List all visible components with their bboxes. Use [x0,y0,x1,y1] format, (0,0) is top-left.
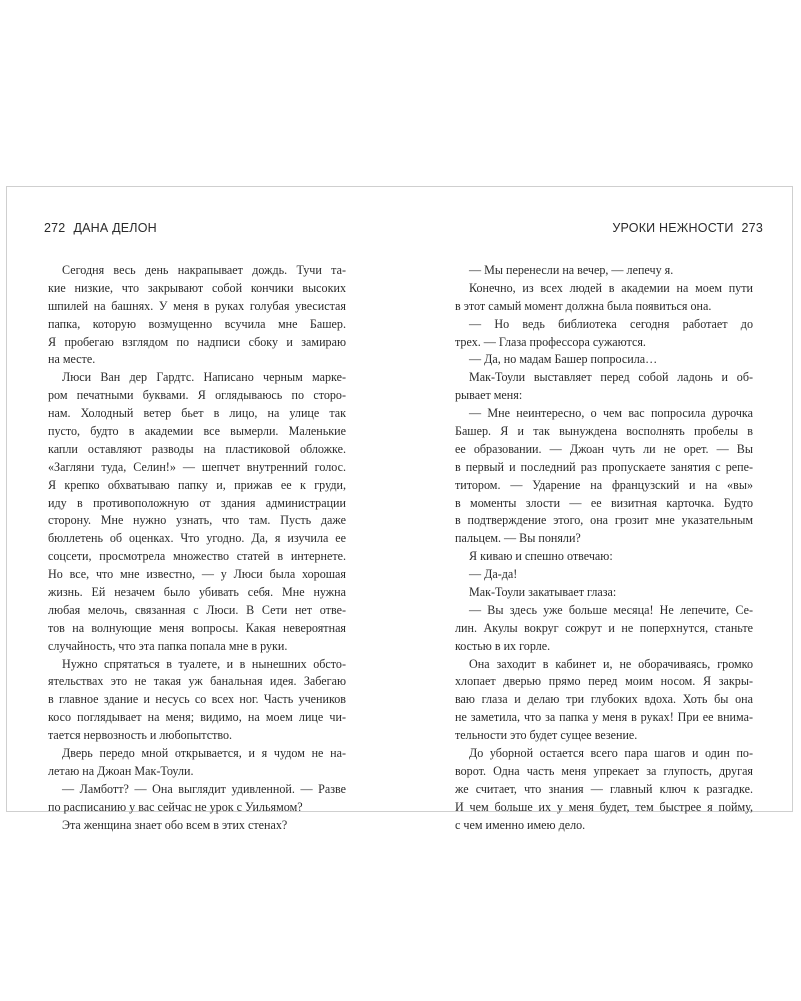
text-line: бюллетень об оценках. Что угодно. Да, я изучила ее [48,531,346,546]
text-line: в этот самый момент должна была появиться она. [455,298,712,313]
text-line: Конечно, из всех людей в академии на моем пути [469,280,753,295]
text-line: же считает, что знания — главный ключ к разгадке. [455,781,753,796]
right-page-number: 273 [741,221,763,235]
text-line: соцсети, просмотрела множество статей в интернете. [48,549,346,564]
text-line: косо поглядывает на меня; видимо, на моем лице чи- [48,710,346,725]
left-page-body [48,262,346,835]
text-line: хлопает дверью прямо перед моим носом. Я закры- [455,674,753,689]
text-line: рывает меня: [455,388,523,403]
text-line: Мак-Тоули закатывает глаза: [469,585,617,600]
text-line: Сегодня весь день накрапывает дождь. Тучи та- [62,263,346,277]
text-line: пальцем. — Вы поняли? [455,531,581,546]
text-line: — Мы перенесли на вечер, — лепечу я. [469,263,674,277]
text-line: случайность, что эта папка попала мне в руки. [48,638,288,653]
text-line: Я киваю и спешно отвечаю: [469,549,613,564]
text-line: — Да, но мадам Башер попросила… [469,352,658,367]
text-line: в подтверждение этого, она грозит мне указательным [455,513,753,528]
text-line: ром печатными буквами. Я оглядываюсь по сторо- [48,388,346,403]
text-line: в главное здание и несусь со всех ног. Часть учеников [48,692,346,707]
text-line: — Мне неинтересно, о чем вас попросила дурочка [469,406,753,421]
text-line: — Ламботт? — Она выглядит удивленной. — Разве [62,781,346,796]
text-line: любая мелочь, связанная с Люси. В Сети нет отве- [48,602,346,617]
text-line: Мак-Тоули выставляет перед собой ладонь и об- [469,370,753,385]
left-header-author: ДАНА ДЕЛОН [73,221,157,235]
text-line: ваю глаза и делаю три глубоких вдоха. Хоть бы она [455,692,753,707]
text-line: в моменты злости — ее визитная карточка. Будто [455,495,753,510]
text-line: пусто, будто в академии все вымерли. Маленькие [48,424,346,439]
text-line: папка, которую возмущенно всучила мне Башер. [48,316,346,331]
text-line: летаю на Джоан Мак-Тоули. [48,763,194,778]
text-line: иду в противоположную от здания администрации [48,495,346,510]
text-line: трех. — Глаза профессора сужаются. [455,334,646,349]
text-line: лин. Акулы вокруг сожрут и не поперхнутся, станьте [455,620,753,635]
left-page-number: 272 [44,221,66,235]
text-line: И чем больше их у меня будет, тем быстрее я пойму, [455,799,753,814]
text-line: в первый и последний раз пропускаете занятия с репе- [455,459,753,474]
text-line: Нужно спрятаться в туалете, и в нынешних обсто- [62,656,346,671]
text-line: тов на волнующие меня вопросы. Какая невероятная [48,620,346,635]
text-line: ворот. Одна часть меня упрекает за глупость, другая [455,763,753,778]
text-line: «Загляни туда, Селин!» — шепчет внутренний голос. [48,459,346,474]
right-page-body [455,262,753,835]
text-line: Но все, что мне известно, — у Люси была хорошая [48,567,346,582]
text-line: Дверь передо мной открывается, и я чудом не на- [62,746,346,761]
text-line: тельности это будет сущее везение. [455,728,638,743]
text-line: Она заходит в кабинет и, не оборачиваясь, громко [469,656,753,671]
text-line: не заметила, что за папка у меня в руках! При ее внима- [455,710,753,725]
text-line: До уборной остается всего пара шагов и один по- [469,746,753,761]
left-running-head [44,221,157,235]
text-line: Эта женщина знает обо всем в этих стенах? [62,817,288,832]
text-line: нам. Холодный ветер бьет в лицо, на улице так [48,406,346,421]
text-line: — Да-да! [469,567,518,582]
text-line: — Вы здесь уже больше месяца! Не лепечите, Се- [469,602,753,617]
text-line: — Но ведь библиотека сегодня работает до [469,316,753,331]
text-line: капли оставляют разводы на пластиковой обложке. [48,441,346,456]
text-line: костью в их горле. [455,638,551,653]
text-line: Башер. Я и так вынуждена восполнять пробелы в [455,424,753,439]
text-line: по расписанию у вас сейчас не урок с Уильямом? [48,799,303,814]
text-line: тается нервозность и любопытство. [48,728,233,743]
text-line: с чем именно имею дело. [455,817,586,832]
right-header-title: УРОКИ НЕЖНОСТИ [612,221,734,235]
text-line: Люси Ван дер Гардтс. Написано черным марке- [62,370,346,385]
text-line: Я крепко обхватываю папку и, прижав ее к груди, [48,477,346,492]
text-line: жизнь. Ей незачем было убивать себя. Мне нужна [48,585,346,600]
text-line: кие низкие, что закрывают собой кончики высоких [48,280,346,295]
text-line: ятельствах это не такая уж банальная идея. Забегаю [48,674,346,689]
text-line: Я пробегаю взглядом по надписи сбоку и замираю [48,334,346,349]
text-line: ее образовании. — Джоан чуть ли не орет. — Вы [455,441,753,456]
text-line: сторону. Мне нужно узнать, что там. Пусть даже [48,513,346,528]
text-line: титором. — Ударение на французский и на «вы» [455,477,753,492]
right-running-head [612,221,763,235]
text-line: шпилей на башнях. У меня в руках голубая увесистая [48,298,346,313]
text-line: на месте. [48,352,96,367]
